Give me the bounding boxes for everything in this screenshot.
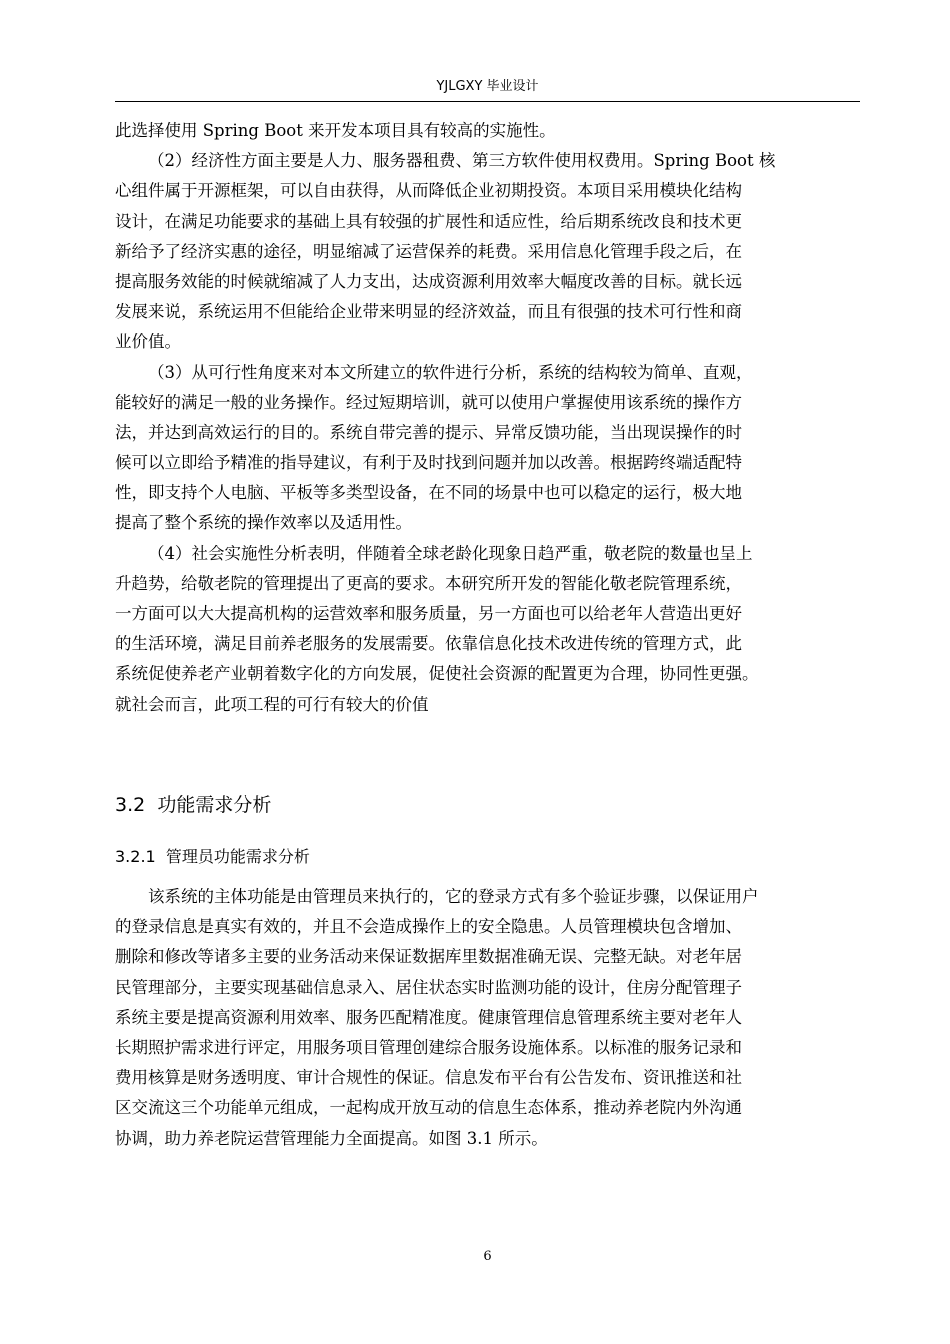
paragraph-line: （2）经济性方面主要是人力、服务器租费、第三方软件使用权费用。Spring Boot 核 [148,151,776,171]
paragraph-line: 性，即支持个人电脑、平板等多类型设备，在不同的场景中也可以稳定的运行，极大地 [115,483,742,503]
subsection-number: 3.2.1 [115,847,156,866]
paragraph-line: 候可以立即给予精准的指导建议，有利于及时找到问题并加以改善。根据跨终端适配特 [115,453,742,473]
paragraph-line: 提高了整个系统的操作效率以及适用性。 [115,513,412,533]
paragraph-line: 发展来说，系统运用不但能给企业带来明显的经济效益，而且有很强的技术可行性和商 [115,302,742,322]
body-text-section-a [115,116,860,720]
paragraph-line: 区交流这三个功能单元组成，一起构成开放互动的信息生态体系，推动养老院内外沟通 [115,1098,742,1118]
paragraph-line: 长期照护需求进行评定，用服务项目管理创建综合服务设施体系。以标准的服务记录和 [115,1037,742,1057]
paragraph-line: 设计，在满足功能要求的基础上具有较强的扩展性和适应性，给后期系统改良和技术更 [115,211,742,231]
paragraph-line: 法，并达到高效运行的目的。系统自带完善的提示、异常反馈功能，当出现误操作的时 [115,422,742,442]
paragraph-line: 费用核算是财务透明度、审计合规性的保证。信息发布平台有公告发布、资讯推送和社 [115,1068,742,1088]
paragraph-line: 新给予了经济实惠的途径，明显缩减了运营保养的耗费。采用信息化管理手段之后，在 [115,241,742,261]
paragraph-line: 升趋势，给敬老院的管理提出了更高的要求。本研究所开发的智能化敬老院管理系统， [115,573,742,593]
paragraph-line: 协调，助力养老院运营管理能力全面提高。如图 3.1 所示。 [115,1128,548,1148]
paragraph-line: 的登录信息是真实有效的，并且不会造成操作上的安全隐患。人员管理模块包含增加、 [115,917,742,937]
paragraph-line: 就社会而言，此项工程的可行有较大的价值 [115,694,429,714]
page-header: YJLGXY 毕业设计 [436,79,539,94]
subsection-heading [115,844,310,870]
paragraph-line: 该系统的主体功能是由管理员来执行的，它的登录方式有多个验证步骤，以保证用户 [148,887,759,906]
paragraph-line: 此选择使用 Spring Boot 来开发本项目具有较高的实施性。 [115,121,556,140]
paragraph-line: （3）从可行性角度来对本文所建立的软件进行分析，系统的结构较为简单、直观， [148,362,753,382]
paragraph-line: 提高服务效能的时候就缩减了人力支出，达成资源利用效率大幅度改善的目标。就长远 [115,271,742,291]
paragraph-line: 系统主要是提高资源利用效率、服务匹配精准度。健康管理信息管理系统主要对老年人 [115,1007,742,1027]
page-number: 6 [483,1249,492,1264]
paragraph-line: 的生活环境，满足目前养老服务的发展需要。依靠信息化技术改进传统的管理方式，此 [115,634,742,654]
paragraph-line: 一方面可以大大提高机构的运营效率和服务质量，另一方面也可以给老年人营造出更好 [115,604,742,623]
paragraph-line: 业价值。 [115,332,181,352]
section-heading [115,790,271,820]
subsection-title: 管理员功能需求分析 [165,847,310,866]
body-text-section-b [115,882,860,1154]
paragraph-line: 删除和修改等诸多主要的业务活动来保证数据库里数据准确无误、完整无缺。对老年居 [115,947,742,967]
section-title: 功能需求分析 [157,794,272,816]
paragraph-line: （4）社会实施性分析表明，伴随着全球老龄化现象日趋严重，敬老院的数量也呈上 [148,543,753,563]
paragraph-line: 能较好的满足一般的业务操作。经过短期培训，就可以使用户掌握使用该系统的操作方 [115,392,742,412]
paragraph-line: 民管理部分，主要实现基础信息录入、居住状态实时监测功能的设计，住房分配管理子 [115,977,742,997]
paragraph-line: 系统促使养老产业朝着数字化的方向发展，促使社会资源的配置更为合理，协同性更强。 [115,664,759,684]
section-number: 3.2 [115,794,146,816]
header-rule [115,101,860,102]
paragraph-line: 心组件属于开源框架，可以自由获得，从而降低企业初期投资。本项目采用模块化结构 [115,181,742,201]
